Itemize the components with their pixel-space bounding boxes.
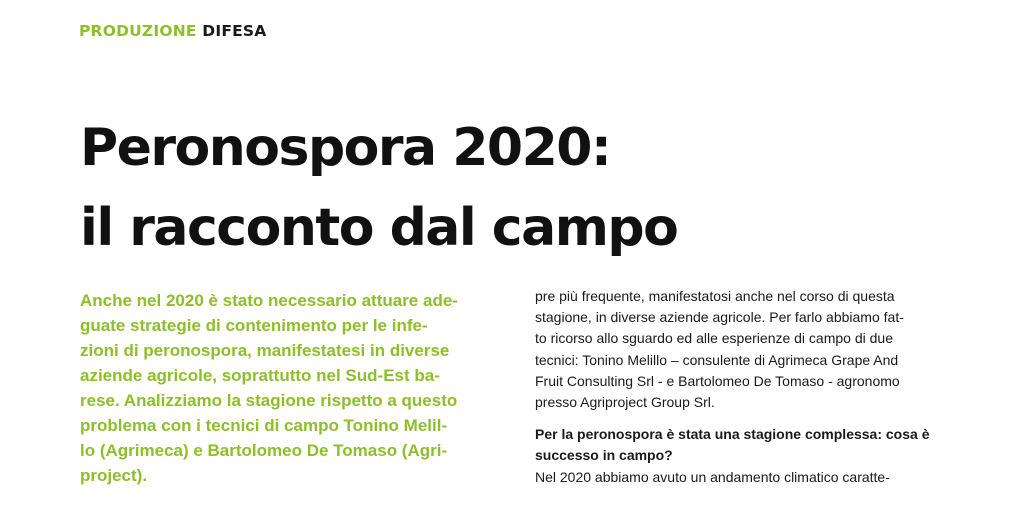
lead-line: project).	[80, 466, 148, 485]
interview-question	[535, 424, 965, 466]
article-lead	[80, 288, 508, 488]
lead-line: zioni di peronospora, manifestatesi in diverse	[80, 341, 450, 360]
body-line: stagione, in diverse aziende agricole. Per farlo abbiamo fat-	[535, 309, 904, 326]
body-line: Fruit Consulting Srl - e Bartolomeo De Tomaso - agronomo	[535, 372, 900, 389]
article-title-line-2: il racconto dal campo	[80, 198, 678, 258]
section-subcategory: DIFESA	[202, 22, 267, 40]
body-line: presso Agriproject Group Srl.	[535, 394, 715, 411]
article-body-column	[535, 286, 965, 488]
question-line: Per la peronospora è stata una stagione complessa: cosa è	[535, 426, 930, 443]
lead-line: lo (Agrimeca) e Bartolomeo De Tomaso (Agri-	[80, 441, 448, 460]
lead-line: problema con i tecnici di campo Tonino Melil-	[80, 416, 448, 435]
section-label	[79, 22, 266, 40]
section-category: PRODUZIONE	[79, 22, 197, 40]
lead-line: Anche nel 2020 è stato necessario attuare ade-	[80, 291, 458, 310]
body-paragraph	[535, 286, 965, 413]
lead-line: rese. Analizziamo la stagione rispetto a questo	[80, 391, 458, 410]
body-line: tecnici: Tonino Melillo – consulente di Agrimeca Grape And	[535, 351, 899, 368]
lead-line: aziende agricole, soprattutto nel Sud-Est ba-	[80, 366, 440, 385]
lead-line: guate strategie di contenimento per le infe-	[80, 316, 428, 335]
body-line: pre più frequente, manifestatosi anche nel corso di questa	[535, 288, 895, 304]
body-line: to ricorso allo sguardo ed alle esperienze di campo di due	[535, 330, 893, 347]
question-line: successo in campo?	[535, 447, 673, 464]
article-title	[80, 108, 677, 268]
answer-line: Nel 2020 abbiamo avuto un andamento climatico caratte-	[535, 468, 890, 485]
article-title-line-1: Peronospora 2020:	[80, 118, 611, 178]
paragraph-spacer	[535, 413, 965, 424]
interview-answer	[535, 467, 965, 488]
